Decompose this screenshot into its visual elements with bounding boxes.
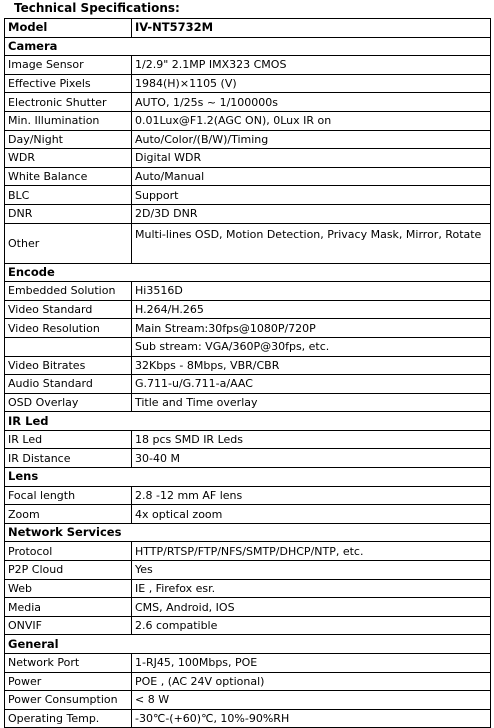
spec-row <box>5 579 491 598</box>
spec-row <box>5 561 491 580</box>
spec-label: Protocol <box>5 542 132 561</box>
spec-label: Video Bitrates <box>5 356 132 375</box>
spec-table <box>4 18 491 728</box>
spec-value: Auto/Manual <box>132 167 491 186</box>
spec-label: Operating Temp. <box>5 709 132 728</box>
spec-value: Multi-lines OSD, Motion Detection, Privacy Mask, Mirror, Rotate <box>132 223 491 263</box>
spec-label: OSD Overlay <box>5 393 132 412</box>
spec-value: HTTP/RTSP/FTP/NFS/SMTP/DHCP/NTP, etc. <box>132 542 491 561</box>
spec-value: H.264/H.265 <box>132 300 491 319</box>
section-title: Network Services <box>5 523 491 542</box>
spec-row <box>5 654 491 673</box>
spec-value: 1984(H)×1105 (V) <box>132 74 491 93</box>
spec-row <box>5 505 491 524</box>
spec-label: IR Led <box>5 430 132 449</box>
section-title: Camera <box>5 37 491 56</box>
section-title: General <box>5 635 491 654</box>
spec-row <box>5 130 491 149</box>
spec-value: G.711-u/G.711-a/AAC <box>132 375 491 394</box>
spec-value: Main Stream:30fps@1080P/720P <box>132 319 491 338</box>
section-header <box>5 635 491 654</box>
section-title: IR Led <box>5 412 491 431</box>
section-header <box>5 412 491 431</box>
spec-value: POE , (AC 24V optional) <box>132 672 491 691</box>
spec-label: Focal length <box>5 486 132 505</box>
spec-row <box>5 204 491 223</box>
spec-row <box>5 300 491 319</box>
spec-row <box>5 598 491 617</box>
spec-row <box>5 375 491 394</box>
spec-row <box>5 56 491 75</box>
spec-row <box>5 542 491 561</box>
spec-value: 2.8 -12 mm AF lens <box>132 486 491 505</box>
spec-label: Image Sensor <box>5 56 132 75</box>
spec-label: BLC <box>5 186 132 205</box>
section-header <box>5 37 491 56</box>
spec-row <box>5 486 491 505</box>
spec-label: P2P Cloud <box>5 561 132 580</box>
model-label: Model <box>5 19 132 38</box>
spec-row <box>5 223 491 263</box>
spec-value: Yes <box>132 561 491 580</box>
spec-row <box>5 337 491 356</box>
spec-label: Network Port <box>5 654 132 673</box>
spec-row <box>5 691 491 710</box>
spec-row <box>5 111 491 130</box>
spec-label: WDR <box>5 149 132 168</box>
spec-row <box>5 167 491 186</box>
spec-label: Embedded Solution <box>5 282 132 301</box>
spec-label: Power Consumption <box>5 691 132 710</box>
spec-label: Effective Pixels <box>5 74 132 93</box>
spec-value: 18 pcs SMD IR Leds <box>132 430 491 449</box>
spec-row <box>5 74 491 93</box>
spec-heading: Technical Specifications: <box>14 1 180 15</box>
section-header <box>5 468 491 487</box>
spec-row <box>5 186 491 205</box>
spec-value: Sub stream: VGA/360P@30fps, etc. <box>132 337 491 356</box>
spec-label: Power <box>5 672 132 691</box>
spec-label: Electronic Shutter <box>5 93 132 112</box>
spec-label: Min. Illumination <box>5 111 132 130</box>
spec-value: AUTO, 1/25s ~ 1/100000s <box>132 93 491 112</box>
spec-row <box>5 449 491 468</box>
section-title: Lens <box>5 468 491 487</box>
spec-label: White Balance <box>5 167 132 186</box>
section-header <box>5 523 491 542</box>
spec-row <box>5 430 491 449</box>
spec-value: 2D/3D DNR <box>132 204 491 223</box>
spec-value: 1/2.9" 2.1MP IMX323 CMOS <box>132 56 491 75</box>
spec-value: Support <box>132 186 491 205</box>
spec-label: Media <box>5 598 132 617</box>
spec-value: 0.01Lux@F1.2(AGC ON), 0Lux IR on <box>132 111 491 130</box>
spec-row <box>5 319 491 338</box>
spec-label: Day/Night <box>5 130 132 149</box>
spec-value: -30℃-(+60)℃, 10%-90%RH <box>132 709 491 728</box>
spec-value: 32Kbps - 8Mbps, VBR/CBR <box>132 356 491 375</box>
spec-value: < 8 W <box>132 691 491 710</box>
spec-value: CMS, Android, IOS <box>132 598 491 617</box>
spec-label: IR Distance <box>5 449 132 468</box>
model-value: IV-NT5732M <box>132 19 491 38</box>
spec-value: Auto/Color/(B/W)/Timing <box>132 130 491 149</box>
spec-value: Digital WDR <box>132 149 491 168</box>
section-header <box>5 263 491 282</box>
spec-value: Hi3516D <box>132 282 491 301</box>
spec-value: IE , Firefox esr. <box>132 579 491 598</box>
spec-label: Other <box>5 223 132 263</box>
spec-row <box>5 356 491 375</box>
spec-label: Zoom <box>5 505 132 524</box>
spec-label: Video Resolution <box>5 319 132 338</box>
spec-label: Audio Standard <box>5 375 132 394</box>
section-title: Encode <box>5 263 491 282</box>
spec-value: Title and Time overlay <box>132 393 491 412</box>
spec-table-body <box>5 19 491 728</box>
spec-value: 30-40 M <box>132 449 491 468</box>
spec-label <box>5 337 132 356</box>
spec-row <box>5 616 491 635</box>
spec-label: Video Standard <box>5 300 132 319</box>
spec-row <box>5 393 491 412</box>
spec-row <box>5 709 491 728</box>
spec-row <box>5 93 491 112</box>
spec-row <box>5 149 491 168</box>
spec-label: ONVIF <box>5 616 132 635</box>
model-row <box>5 19 491 38</box>
spec-label: DNR <box>5 204 132 223</box>
spec-value: 2.6 compatible <box>132 616 491 635</box>
spec-row <box>5 282 491 301</box>
spec-value: 4x optical zoom <box>132 505 491 524</box>
spec-label: Web <box>5 579 132 598</box>
spec-row <box>5 672 491 691</box>
spec-value: 1-RJ45, 100Mbps, POE <box>132 654 491 673</box>
